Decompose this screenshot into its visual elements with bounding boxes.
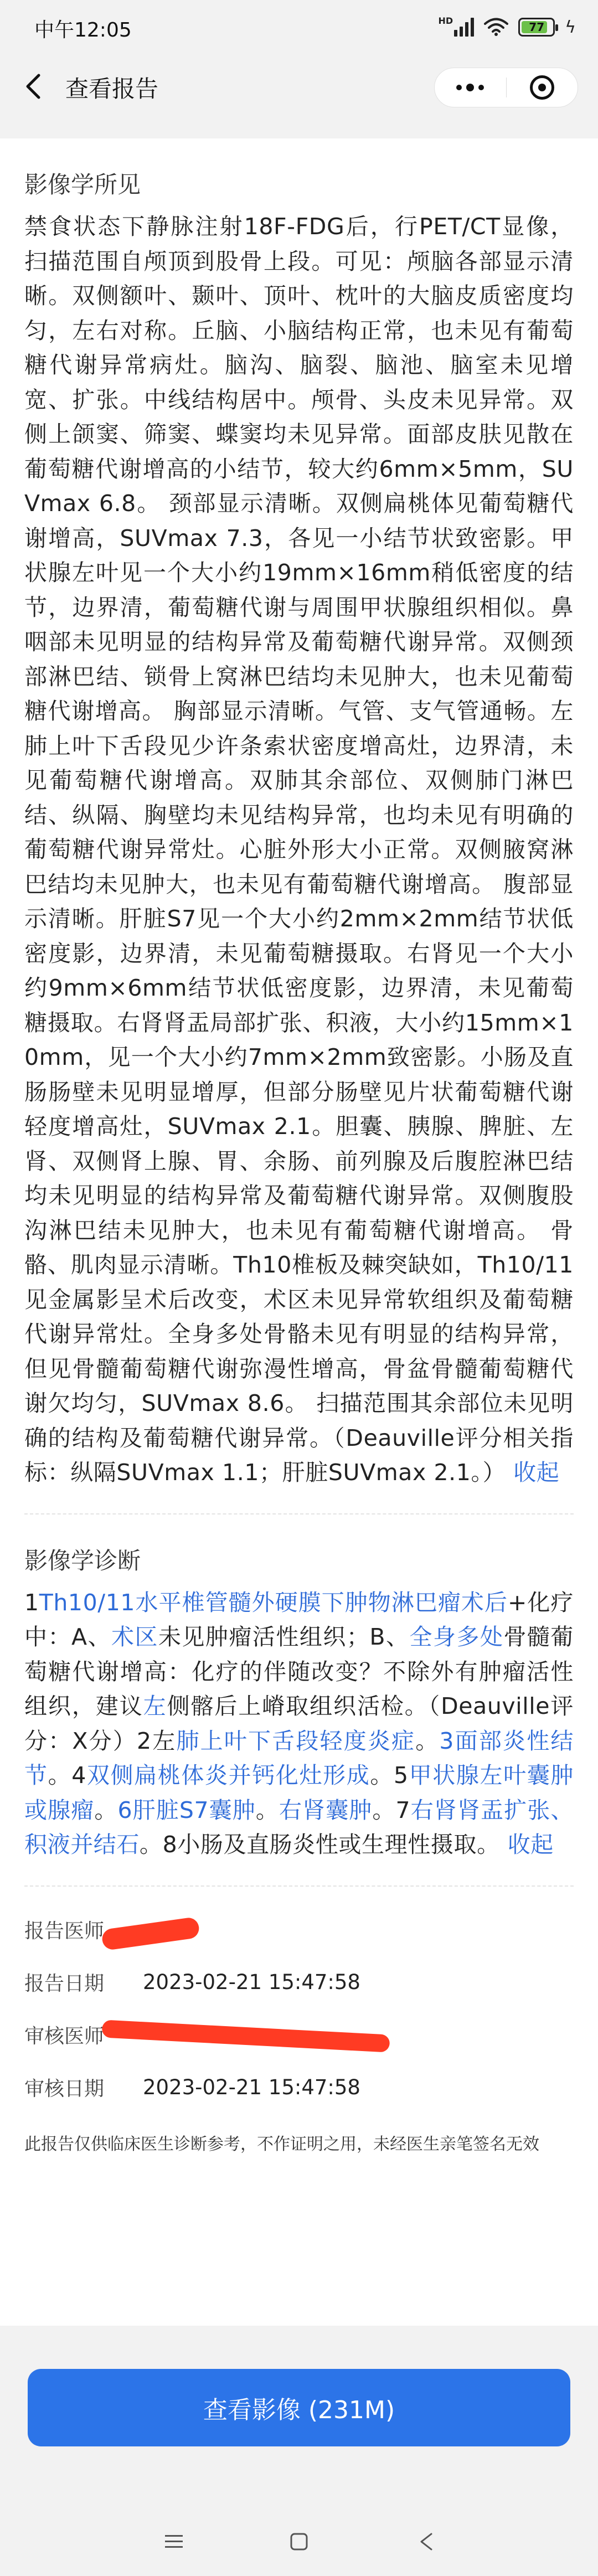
report-meta (24, 1903, 574, 2114)
diagnosis-segment: 。8小肠及直肠炎性或生理性摄取。 (140, 1831, 500, 1858)
diagnosis-segment: 未见肿瘤活性组织；B、 (158, 1624, 410, 1650)
page-title: 查看报告 (65, 75, 159, 102)
status-icons (439, 13, 576, 41)
diagnosis-text (24, 1589, 574, 1858)
findings-text: 禁食状态下静脉注射18F-FDG后，行PET/CT显像，扫描范围自颅顶到股骨上段。可见：颅脑各部显示清晰。双侧额叶、颞叶、顶叶、枕叶的大脑皮质密度均匀，左右对称。丘脑、小脑结构正常，也未见有葡萄糖代谢异常病灶。脑沟、脑裂、脑池、脑室未见增宽、扩张。中线结构居中。颅骨、头皮未见异常。双侧上颌窦、筛窦、蝶窦均未见异常。面部皮肤见散在葡萄糖代谢增高的小结节，较大约6mm×5mm，SUVmax 6.8。 颈部显示清晰。双侧扁桃体见葡萄糖代谢增高，SUVmax 7.3，各见一小结节状致密影。甲状腺左叶见一个大小约19mm×16mm稍低密度的结节，边界清，葡萄糖代谢与周围甲状腺组织相似。鼻咽部未见明显的结构异常及葡萄糖代谢异常。双侧颈部淋巴结、锁骨上窝淋巴结均未见肿大，也未见葡萄糖代谢增高。 胸部显示清晰。气管、支气管通畅。左肺上叶下舌段见少许条索状密度增高灶，边界清，未见葡萄糖代谢增高。双肺其余部位、双侧肺门淋巴结、纵隔、胸壁均未见结构异常，也均未见有明确的葡萄糖代谢异常灶。心脏外形大小正常。双侧腋窝淋巴结均未见肿大，也未见有葡萄糖代谢增高。 腹部显示清晰。肝脏S7见一个大小约2mm×2mm结节状低密度影，边界清，未见葡萄糖摄取。右肾见一个大小约9mm×6mm结节状低密度影，边界清，未见葡萄糖摄取。右肾肾盂局部扩张、积液，大小约15mm×10mm，见一个大小约7mm×2mm致密影。小肠及直肠肠壁未见明显增厚，但部分肠壁见片状葡萄糖代谢轻度增高灶，SUVmax 2.1。胆囊、胰腺、脾脏、左肾、双侧肾上腺、胃、余肠、前列腺及后腹腔淋巴结均未见明显的结构异常及葡萄糖代谢异常。双侧腹股沟淋巴结未见肿大，也未见有葡萄糖代谢增高。 骨骼、肌肉显示清晰。Th10椎板及棘突缺如，Th10/11见金属影呈术后改变，术区未见异常软组织及葡萄糖代谢异常灶。全身多处骨骼未见有明显的结构异常，但见骨髓葡萄糖代谢弥漫性增高，骨盆骨髓葡萄糖代谢欠均匀，SUVmax 8.6。 扫描范围其余部位未见明确的结构及葡萄糖代谢异常。（Deauville评分相关指标：纵隔SUVmax 1.1；肝脏SUVmax 2.1。） (24, 213, 574, 1486)
signal-icon (439, 18, 475, 37)
diagnosis-collapse-link[interactable]: 收起 (507, 1831, 554, 1858)
mini-program-capsule (434, 68, 578, 107)
review-doctor-row (24, 2008, 574, 2061)
diagnosis-highlight[interactable]: Th10/11水平椎管髓外硬膜下肿物淋巴瘤术后 (39, 1589, 508, 1616)
diagnosis-segment: 。 (255, 1796, 279, 1823)
diagnosis-highlight[interactable]: 全身多处 (409, 1624, 504, 1650)
close-button[interactable] (507, 68, 578, 107)
diagnosis-highlight[interactable]: 左 (143, 1693, 167, 1719)
diagnosis-highlight[interactable]: 右肾肾盂扩张、积液并结石 (24, 1796, 574, 1858)
section-divider (24, 1513, 574, 1514)
review-doctor-label: 审核医师 (24, 2024, 105, 2048)
status-time: 中午12:05 (34, 19, 132, 42)
chevron-left-icon (24, 73, 42, 100)
findings-title: 影像学所见 (24, 171, 141, 198)
back-button[interactable] (17, 70, 50, 103)
charging-icon: ϟ (565, 17, 576, 37)
review-date-value: 2023-02-21 15:47:58 (143, 2075, 360, 2099)
review-date-label: 审核日期 (24, 2077, 105, 2100)
report-doctor-label: 报告医师 (24, 1919, 105, 1943)
diagnosis-highlight[interactable]: 右肾囊肿 (279, 1796, 373, 1823)
signal-label: HD (438, 16, 453, 26)
report-doctor-row (24, 1903, 574, 1956)
findings-body (24, 209, 574, 1490)
diagnosis-highlight[interactable]: 6肝脏S7囊肿 (117, 1796, 256, 1823)
menu-icon (164, 2534, 184, 2549)
report-date-label: 报告日期 (24, 1972, 105, 1995)
back-triangle-icon (418, 2532, 435, 2552)
diagnosis-highlight[interactable]: 甲状腺左叶囊肿或腺瘤 (24, 1762, 574, 1823)
system-nav-bar (0, 2508, 598, 2576)
diagnosis-segment: 1 (24, 1589, 39, 1616)
report-date-value: 2023-02-21 15:47:58 (143, 1970, 360, 1994)
section-divider (24, 1885, 574, 1887)
diagnosis-highlight[interactable]: 术区 (111, 1624, 158, 1650)
diagnosis-segment: 。 (415, 1727, 440, 1754)
home-button[interactable] (282, 2525, 316, 2558)
diagnosis-segment: 。7 (372, 1796, 411, 1823)
back-system-button[interactable] (410, 2525, 443, 2558)
status-bar (0, 0, 598, 55)
diagnosis-segment: 。4 (48, 1762, 86, 1789)
diagnosis-segment: 骨髓葡萄糖代谢增高：化疗的伴随改变？不除外有肿瘤活性组织，建议 (24, 1624, 574, 1719)
more-button[interactable] (435, 68, 506, 107)
more-dots-icon (456, 84, 484, 91)
report-card (0, 138, 598, 2326)
battery-level: 77 (529, 20, 545, 34)
diagnosis-highlight[interactable]: 3面部炎性结节 (24, 1727, 574, 1789)
bottom-action-area (0, 2326, 598, 2508)
home-icon (289, 2532, 309, 2552)
redaction-mark (102, 2019, 390, 2052)
diagnosis-segment: 。 (94, 1796, 118, 1823)
report-date-row (24, 1956, 574, 2008)
diagnosis-segment: 。5 (370, 1762, 409, 1789)
review-date-row (24, 2061, 574, 2114)
diagnosis-segment: +化疗中：A、 (24, 1589, 574, 1650)
view-images-button[interactable]: 查看影像 (231M) (28, 2369, 570, 2446)
battery-icon (518, 18, 555, 37)
diagnosis-title: 影像学诊断 (24, 1547, 141, 1574)
diagnosis-segment: 侧髂后上嵴取组织活检。（Deauville评分：X分）2 (24, 1693, 574, 1754)
wifi-icon (484, 18, 508, 37)
menu-button[interactable] (157, 2525, 190, 2558)
diagnosis-segment: 左 (151, 1727, 177, 1754)
nav-bar (0, 55, 598, 117)
close-target-icon (530, 75, 554, 100)
disclaimer-text: 此报告仅供临床医生诊断参考，不作证明之用，未经医生亲笔签名无效 (24, 2134, 539, 2154)
findings-collapse-link[interactable]: 收起 (513, 1459, 560, 1486)
diagnosis-highlight[interactable]: 肺上叶下舌段轻度炎症 (176, 1727, 416, 1754)
diagnosis-body (24, 1585, 574, 1862)
diagnosis-highlight[interactable]: 双侧扁桃体炎并钙化灶形成 (86, 1762, 370, 1789)
